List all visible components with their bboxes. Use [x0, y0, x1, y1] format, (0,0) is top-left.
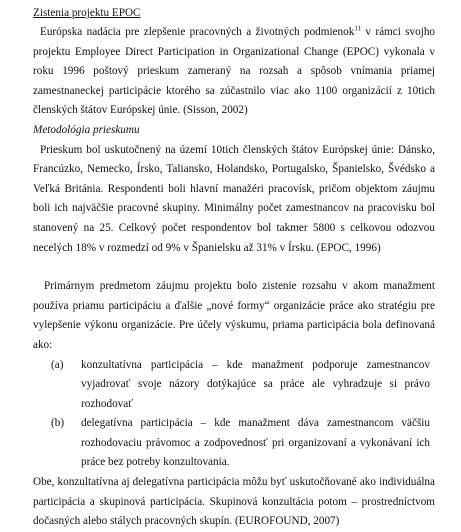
closing-paragraph: Obe, konzultatívna aj delegatívna participácia môžu byť uskutočňované ako individuálna participácia a skupinová participácia. Skupinová konzultácia potom – prostredníctvom dočasných alebo stálych pracovných skupín. (EUROFOUND, 2007): [33, 476, 435, 528]
definition-list: [33, 356, 435, 474]
footnote-reference: 11: [354, 24, 362, 33]
intro-text-end: v rámci svojho projektu Employee Direct Participation in Organizational Change (EPOC) vykonala v roku 1996 poštový prieskum zameraný na rozsah a spôsob vnímania priamej zamestnaneckej participácie ktorého sa zúčastnilo viac ako 1100 organizácií z 10tich členských štátov Európskej únie. (Sisson, 2002): [33, 26, 436, 117]
methodology-heading: Metodológia prieskumu: [33, 123, 140, 136]
list-item: [33, 414, 430, 473]
section-heading: Zistenia projektu EPOC: [33, 7, 141, 19]
list-marker: (b): [51, 417, 65, 430]
intro-paragraph: [33, 23, 435, 121]
list-item-text: konzultatívna participácia – kde manažment podporuje zamestnancov vyjadrovať svoje názory dotýkajúce sa práce ale vyhradzuje si právo rozhodovať: [81, 358, 430, 410]
list-marker: (a): [51, 358, 64, 371]
intro-text-start: Európska nadácia pre zlepšenie pracovných a životných podmienok: [40, 26, 355, 38]
paragraph-spacer: [33, 258, 435, 277]
methodology-paragraph: Prieskum bol uskutočnený na území 10tich členských štátov Európskej únie: Dánsko, Francúzko, Nemecko, Írsko, Taliansko, Holandsko, Portugalsko, Španielsko, Švédsko a Veľká Británia. Respondenti boli hlavní manažéri pracovísk, pričom objektom záujmu boli ich najväčšie pracovné skupiny. Minimálny počet zamestnancov na pracovisku bol stanovený na 25. Celkový počet respondentov bol takmer 5800 s celkovou odozvou necelých 18% v rozmedzí od 9% v Španielsku až 31% v Írsku. (EPOC, 1996): [33, 143, 435, 254]
definition-paragraph: Primárnym predmetom záujmu projektu bolo zistenie rozsahu v akom manažment používa priamu participáciu a ďalšie „nové formy“ organizácie práce ako stratégiu pre vylepšenie výkonu organizácie. Pre účely výskumu, priama participácia bola definovaná ako:: [33, 280, 435, 351]
list-item-text: delegatívna participácia – kde manažment dáva zamestnancom väčšiu rozhodovaciu právomoc a zodpovednosť pri organizovaní a vykonávaní ich práce bez potreby konzultovania.: [81, 417, 430, 469]
list-item: [33, 356, 430, 415]
